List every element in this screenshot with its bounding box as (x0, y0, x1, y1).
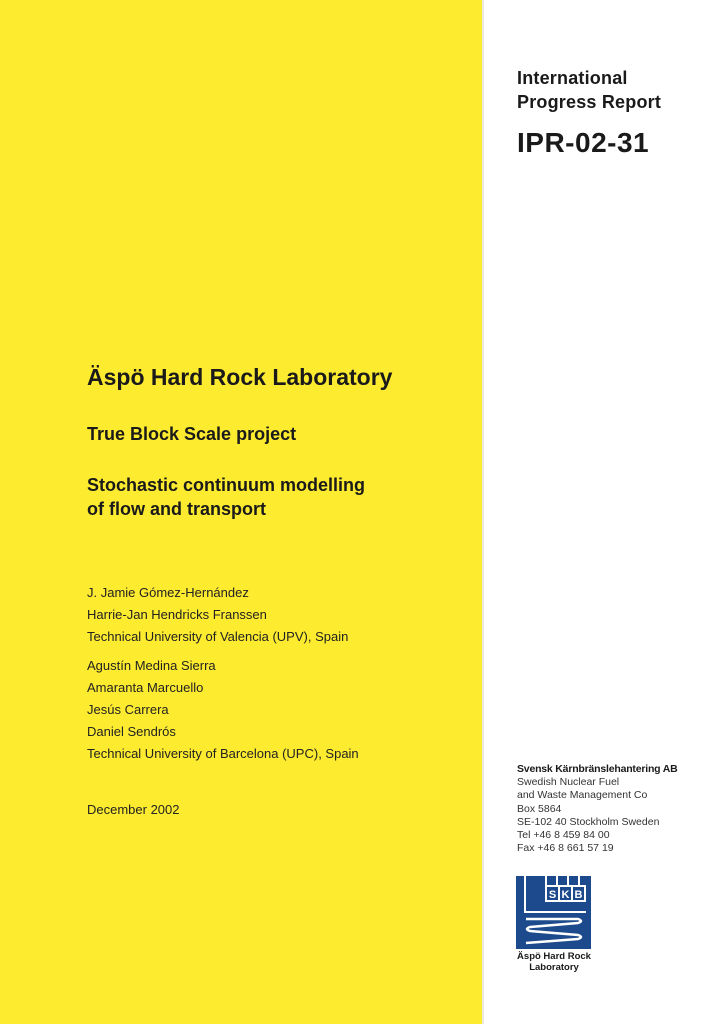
author: Daniel Sendrós (87, 724, 176, 739)
affiliation: Technical University of Valencia (UPV), Spain (87, 629, 349, 644)
publisher-address (517, 763, 678, 855)
skb-logo-icon (516, 876, 591, 949)
authors-list (87, 582, 359, 765)
logo-caption (514, 951, 594, 973)
author: Jesús Carrera (87, 702, 169, 717)
logo-caption-line-2: Laboratory (529, 962, 579, 973)
address-line: Box 5864 (517, 802, 562, 815)
main-title: Äspö Hard Rock Laboratory (87, 364, 393, 390)
series-line-1: International (517, 68, 628, 88)
project-title: True Block Scale project (87, 424, 297, 444)
svg-text:K: K (561, 889, 570, 901)
fax-line: Fax +46 8 661 57 19 (517, 842, 614, 855)
author: Amaranta Marcuello (87, 680, 204, 695)
series-line-2: Progress Report (517, 92, 662, 112)
address-line: Swedish Nuclear Fuel (517, 776, 620, 789)
address-line: and Waste Management Co (517, 789, 648, 802)
svg-text:B: B (574, 889, 583, 901)
phone-line: Tel +46 8 459 84 00 (517, 829, 610, 842)
logo-caption-line-1: Äspö Hard Rock (517, 951, 591, 962)
report-number: IPR-02-31 (517, 127, 650, 158)
subtitle-line-2: of flow and transport (87, 499, 266, 519)
subtitle-line-1: Stochastic continuum modelling (87, 475, 366, 495)
report-subtitle (87, 473, 365, 521)
author: Harrie-Jan Hendricks Franssen (87, 607, 267, 622)
author: J. Jamie Gómez-Hernández (87, 585, 249, 600)
author: Agustín Medina Sierra (87, 658, 216, 673)
panel-edge-divider (482, 0, 484, 1024)
address-line: SE-102 40 Stockholm Sweden (517, 815, 660, 828)
publisher-name: Svensk Kärnbränslehantering AB (517, 763, 678, 775)
publication-date: December 2002 (87, 802, 180, 817)
affiliation: Technical University of Barcelona (UPC), Spain (87, 746, 359, 761)
report-series (517, 66, 661, 114)
svg-text:S: S (548, 889, 557, 901)
